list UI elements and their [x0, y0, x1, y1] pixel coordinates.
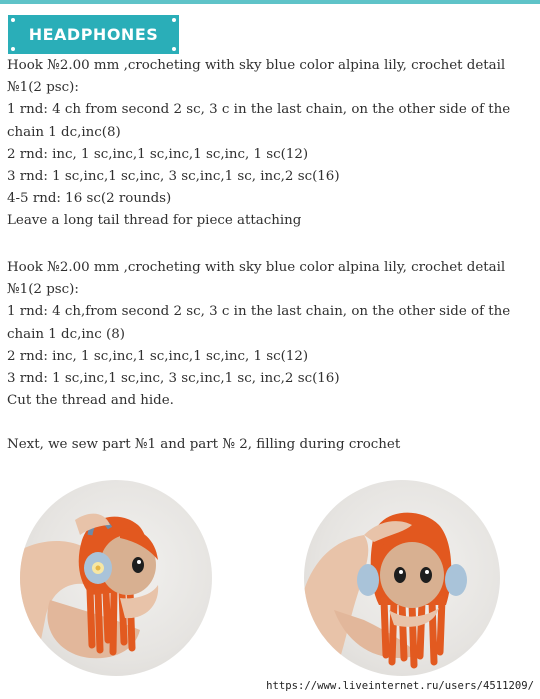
instruction-line: 4-5 rnd: 16 sc(2 rounds) — [7, 191, 172, 207]
instruction-line: Leave a long tail thread for piece attaching — [7, 213, 302, 229]
detail-2-instructions — [7, 257, 533, 412]
instruction-line: Hook №2.00 mm ,crocheting with sky blue color alpina lily, crochet detail №1(2 psc): — [7, 58, 506, 96]
instruction-line: 1 rnd: 4 ch,from second 2 sc, 3 c in the last chain, on the other side of the chain 1 dc,inc (8) — [7, 304, 511, 342]
top-accent-line — [0, 0, 540, 4]
instruction-line: 3 rnd: 1 sc,inc,1 sc,inc, 3 sc,inc,1 sc, inc,2 sc(16) — [7, 169, 340, 185]
source-url-watermark: https://www.liveinternet.ru/users/4511209/ — [266, 680, 534, 692]
instruction-line: Hook №2.00 mm ,crocheting with sky blue color alpina lily, crochet detail №1(2 psc): — [7, 260, 506, 298]
assembly-note — [7, 434, 533, 456]
assembly-note-text: Next, we sew part №1 and part № 2, filling during crochet — [7, 437, 401, 452]
instruction-line: 2 rnd: inc, 1 sc,inc,1 sc,inc,1 sc,inc, 1 sc(12) — [7, 146, 309, 162]
doll-side-photo — [20, 480, 212, 676]
instruction-line: Cut the thread and hide. — [7, 393, 174, 409]
doll-side-illustration — [20, 480, 212, 676]
section-header — [8, 15, 179, 54]
instruction-line: 3 rnd: 1 sc,inc,1 sc,inc, 3 sc,inc,1 sc, inc,2 sc(16) — [7, 371, 340, 387]
doll-front-illustration — [304, 480, 500, 676]
doll-front-photo — [304, 480, 500, 676]
instruction-line: 2 rnd: inc, 1 sc,inc,1 sc,inc,1 sc,inc, 1 sc(12) — [7, 348, 309, 364]
instruction-line: 1 rnd: 4 ch from second 2 sc, 3 c in the last chain, on the other side of the chain 1 dc,inc(8) — [7, 102, 511, 140]
detail-1-instructions — [7, 55, 533, 233]
section-title: HEADPHONES — [28, 25, 159, 44]
